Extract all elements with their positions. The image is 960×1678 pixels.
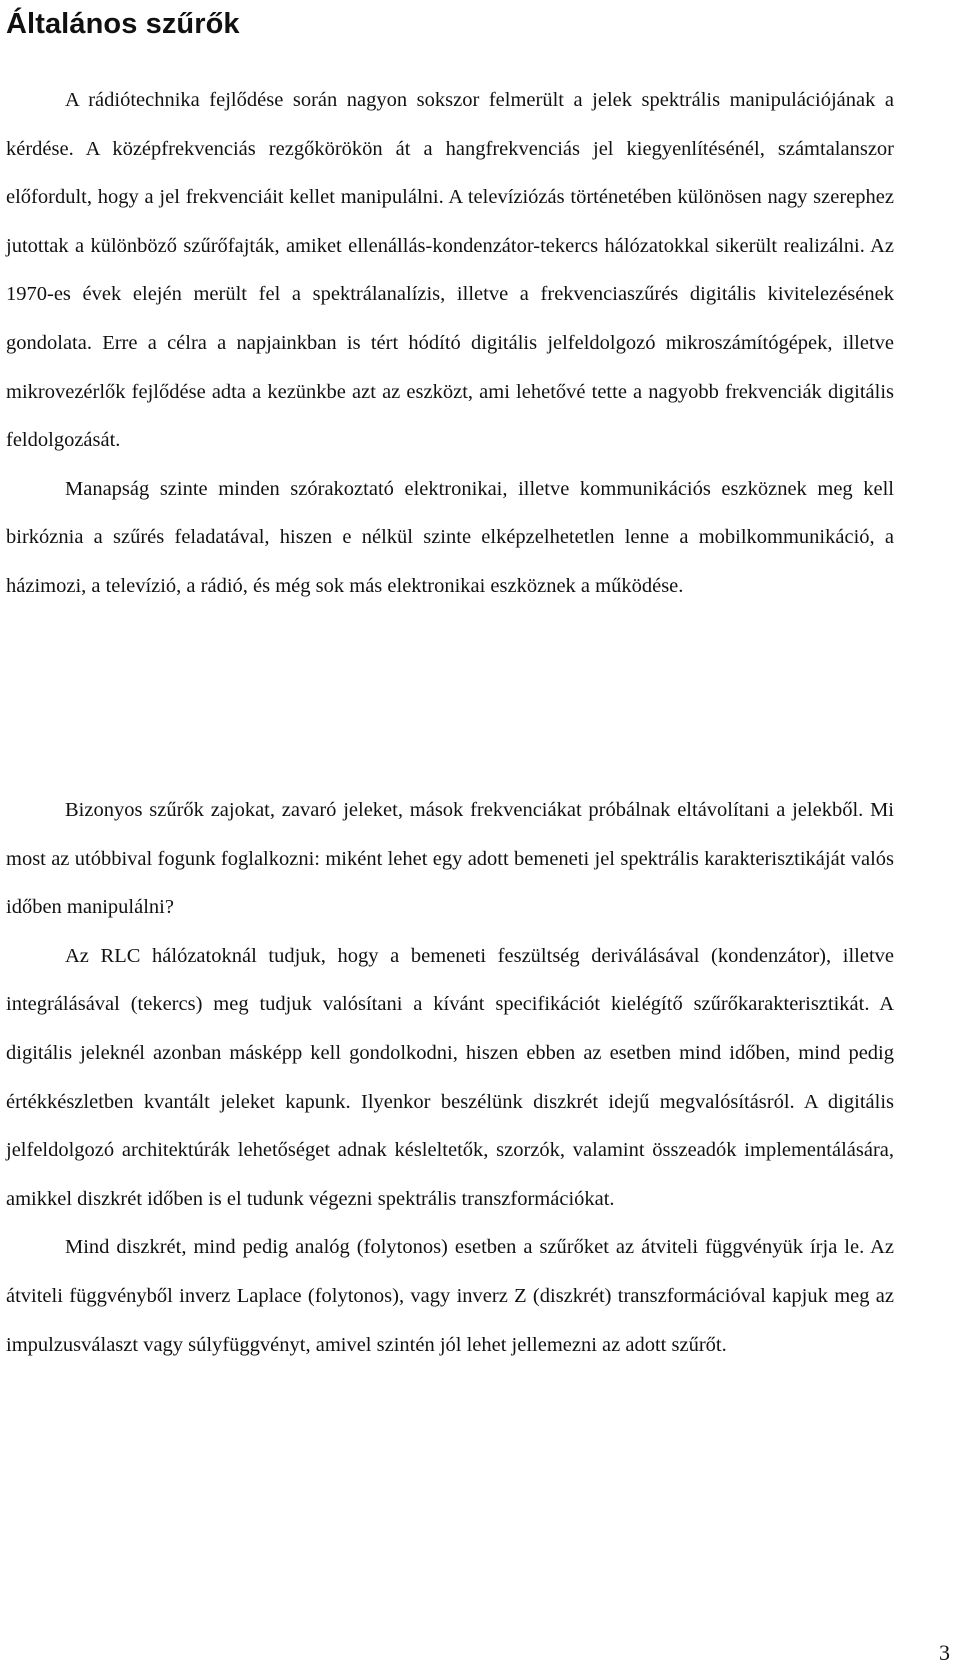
text-block-intro bbox=[6, 76, 894, 611]
section-heading: Általános szűrők bbox=[6, 8, 240, 40]
paragraph: Az RLC hálózatoknál tudjuk, hogy a bemeneti feszültség deriválásával (kondenzátor), illetve integrálásával (tekercs) meg tudjuk valósítani a kívánt specifikációt kielégítő szűrőkarakterisztikát. A digitális jeleknél azonban másképp kell gondolkodni, hiszen ebben az esetben mind időben, mind pedig értékkészletben kvantált jeleket kapunk. Ilyenkor beszélünk diszkrét idejű megvalósításról. A digitális jelfeldolgozó architektúrák lehetőséget adnak késleltetők, szorzók, valamint összeadók implementálására, amikkel diszkrét időben is el tudunk végezni spektrális transzformációkat. bbox=[6, 944, 894, 1210]
paragraph: Bizonyos szűrők zajokat, zavaró jeleket, mások frekvenciákat próbálnak eltávolítani a jelekből. Mi most az utóbbival fogunk foglalkozni: miként lehet egy adott bemeneti jel spektrális karakterisztikáját valós időben manipulálni? bbox=[6, 799, 894, 919]
text-block-filters bbox=[6, 786, 894, 1369]
paragraph: Mind diszkrét, mind pedig analóg (folytonos) esetben a szűrőket az átviteli függvényük írja le. Az átviteli függvényből inverz Laplace (folytonos), vagy inverz Z (diszkrét) transzformációval kapjuk meg az impulzusválaszt vagy súlyfüggvényt, amivel szintén jól lehet jellemezni az adott szűrőt. bbox=[6, 1236, 894, 1356]
paragraph: A rádiótechnika fejlődése során nagyon sokszor felmerült a jelek spektrális manipulációjának a kérdése. A középfrekvenciás rezgőkörökön át a hangfrekvenciás jel kiegyenlítésénél, számtalanszor előfordult, hogy a jel frekvenciáit kellet manipulálni. A televíziózás történetében különösen nagy szerephez jutottak a különböző szűrőfajták, amiket ellenállás-kondenzátor-tekercs hálózatokkal sikerült realizálni. Az 1970-es évek elején merült fel a spektrálanalízis, illetve a frekvenciaszűrés digitális kivitelezésének gondolata. Erre a célra a napjainkban is tért hódító digitális jelfeldolgozó mikroszámítógépek, illetve mikrovezérlők fejlődése adta a kezünkbe azt az eszközt, ami lehetővé tette a nagyobb frekvenciák digitális feldolgozását. bbox=[6, 89, 894, 452]
page-number: 3 bbox=[939, 1640, 950, 1665]
paragraph: Manapság szinte minden szórakoztató elektronikai, illetve kommunikációs eszköznek meg kell birkóznia a szűrés feladatával, hiszen e nélkül szinte elképzelhetetlen lenne a mobilkommunikáció, a házimozi, a televízió, a rádió, és még sok más elektronikai eszköznek a működése. bbox=[6, 477, 894, 597]
